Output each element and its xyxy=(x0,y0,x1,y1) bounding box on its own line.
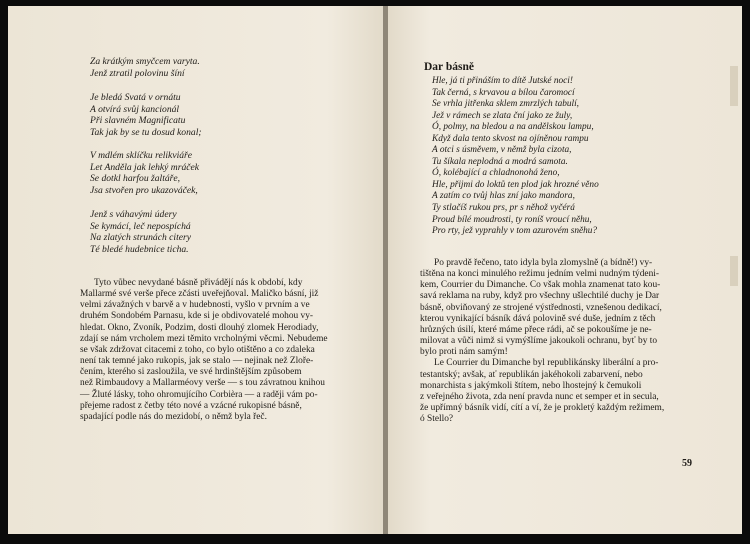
prose-line: Le Courrier du Dimanche byl republikánsky liberální a pro- xyxy=(434,358,659,369)
prose-line: bylo proti nám samým! xyxy=(420,347,508,358)
prose-line: z veřejného života, zda není pravda nunc et semper et in secula, xyxy=(420,391,659,402)
prose-line: Mallarmé své verše přece zčásti uveřejňoval. Maličko básní, již xyxy=(80,289,319,300)
verse-line: A otvírá svůj kancionál xyxy=(90,103,180,115)
page-edge-mark xyxy=(730,66,738,106)
verse-line: Let Anděla jak lehký mráček xyxy=(90,161,200,173)
prose-line: než Rimbaudovy a Mallarméovy verše — s tou závratnou knihou xyxy=(80,378,325,389)
prose-line: se však zdržovat citacemi z toho, co bylo otištěno a co zdaleka xyxy=(80,344,315,355)
verse-line: A zatím co tvůj hlas zní jako mandora, xyxy=(432,191,575,202)
verse-line: Té bledé hudebnice ticha. xyxy=(90,243,189,255)
right-page xyxy=(388,6,742,534)
prose-line: spadající podle nás do mezidobí, o němž byla řeč. xyxy=(80,411,267,422)
verse-line: Když dala tento skvost na ojíněnou rampu xyxy=(432,133,589,144)
prose-line: monarchista s jakýmkoli štítem, nebo lhostejný k čemukoli xyxy=(420,380,642,391)
stanza-3 xyxy=(90,150,350,196)
verse-line: Tak černá, s krvavou a bílou čaromocí xyxy=(432,87,575,98)
verse-line: Jenž ztratil polovinu šíní xyxy=(90,67,185,79)
verse-line: Hle, přijmi do loktů ten plod jak hrozné věno xyxy=(432,179,599,190)
right-prose xyxy=(420,258,710,425)
page-edge-mark xyxy=(730,256,738,286)
verse-line: Pro rty, jež vyprahly v tom azurovém sněhu? xyxy=(432,226,598,237)
prose-line: druhém Sondobém Parnasu, kde si je obdivovatelé mohou vy- xyxy=(80,311,314,322)
verse-line: Je bledá Svatá v ornátu xyxy=(90,92,181,103)
verse-line: Na zlatých strunách citery xyxy=(90,232,191,244)
prose-line: savá reklama na ruby, když pro všechny ušlechtilé duchy je Dar xyxy=(420,291,660,302)
prose-line: hledat. Okno, Zvoník, Podzim, dosti dlouhý zlomek Herodiady, xyxy=(80,322,319,333)
verse-line: Ó, polmy, na bledou a na andělskou lampu, xyxy=(432,122,594,133)
prose-line: Tyto vůbec nevydané básně přivádějí nás k období, kdy xyxy=(94,278,303,288)
verse-line: Jenž s váhavými údery xyxy=(90,209,177,220)
prose-line: kterou vynikající básník dává polovině své duše, jedním z těch xyxy=(420,313,656,324)
verse-line: Tak jak by se tu dosud konal; xyxy=(90,126,202,138)
verse-line: Se kymácí, leč nepospíchá xyxy=(90,220,191,232)
prose-line: přejeme radost z četby této nové a vzácné rukopisné básně, xyxy=(80,400,302,411)
prose-line: zdají se nám vrcholem mezi těmito vrcholnými věcmi. Nebudeme xyxy=(80,333,328,344)
prose-line: — Žluté lásky, toho ohromujícího Corbièra — a raději vám po- xyxy=(80,389,318,400)
prose-line: Po pravdě řečeno, tato idyla byla zlomyslně (a bídně!) vy- xyxy=(434,258,653,268)
left-page xyxy=(8,6,384,534)
page-number: 59 xyxy=(682,458,692,469)
verse-line: Jež v rámech se zlata ční jako ze žuly, xyxy=(432,110,573,121)
prose-line: že upřímný básník vidí, cítí a ví, že je prokletý každým režimem, xyxy=(420,403,665,414)
verse-line: A otci s úsměvem, v němž byla cizota, xyxy=(432,145,572,156)
prose-line: kem, Courrier du Dimanche. Co však mohla znamenat tato kou- xyxy=(420,280,661,291)
left-prose xyxy=(80,278,364,423)
verse-line: Se vrhla jitřenka sklem zmrzlých tabulí, xyxy=(432,99,580,110)
stanza-4 xyxy=(90,209,350,255)
verse-line: Tu šíkala neplodná a modrá samota. xyxy=(432,156,568,167)
prose-line: čením, kterého si zasloužila, ve své hrdinštějším způsobem xyxy=(80,367,302,378)
prose-line: testantský; avšak, ať republikán jakéhokoli zabarvení, nebo xyxy=(420,369,643,380)
stanza-1 xyxy=(90,56,350,79)
prose-line: tištěna na konci minulého režimu jedním velmi nudným týdeni- xyxy=(420,269,660,280)
verse-line: Ó, kolébající a chladnonohá ženo, xyxy=(432,168,560,179)
verse-line: Proud bílé moudrosti, ty roníš vroucí něhu, xyxy=(432,214,592,225)
verse-line: Hle, já ti přináším to dítě Jutské noci! xyxy=(432,76,573,86)
prose-line: velmi závažných v barvě a v hudebnosti, vyšlo v prvním a ve xyxy=(80,300,310,311)
verse-line: Při slavném Magnificatu xyxy=(90,115,186,127)
verse-line: Jsa stvořen pro ukazováček, xyxy=(90,184,198,196)
stanza-2 xyxy=(90,92,350,138)
prose-line: milovat a vůči nimž si vymýšlíme jakoukoli ochranu, byť by to xyxy=(420,336,658,347)
prose-line: hrůzných úsilí, které máme přece rádi, ač se pokoušíme je ne- xyxy=(420,324,652,335)
prose-line: básně, obviňovaný ze strojené výstřednosti, vznešenou dedikací, xyxy=(420,302,662,313)
verse-line: Za krátkým smyčcem varyta. xyxy=(90,56,200,67)
prose-line: ó Stello? xyxy=(420,414,454,425)
verse-line: V mdlém sklíčku relikviáře xyxy=(90,150,193,161)
poem-title: Dar básně xyxy=(424,61,474,73)
prose-line: není tak temné jako rukopis, jak se stalo — nejinak než Zloře- xyxy=(80,356,314,367)
poem xyxy=(432,76,722,238)
verse-line: Se dotkl harfou žaltáře, xyxy=(90,173,181,185)
verse-line: Ty stlačíš rukou prs, pr s něhož vyčérá xyxy=(432,203,575,214)
